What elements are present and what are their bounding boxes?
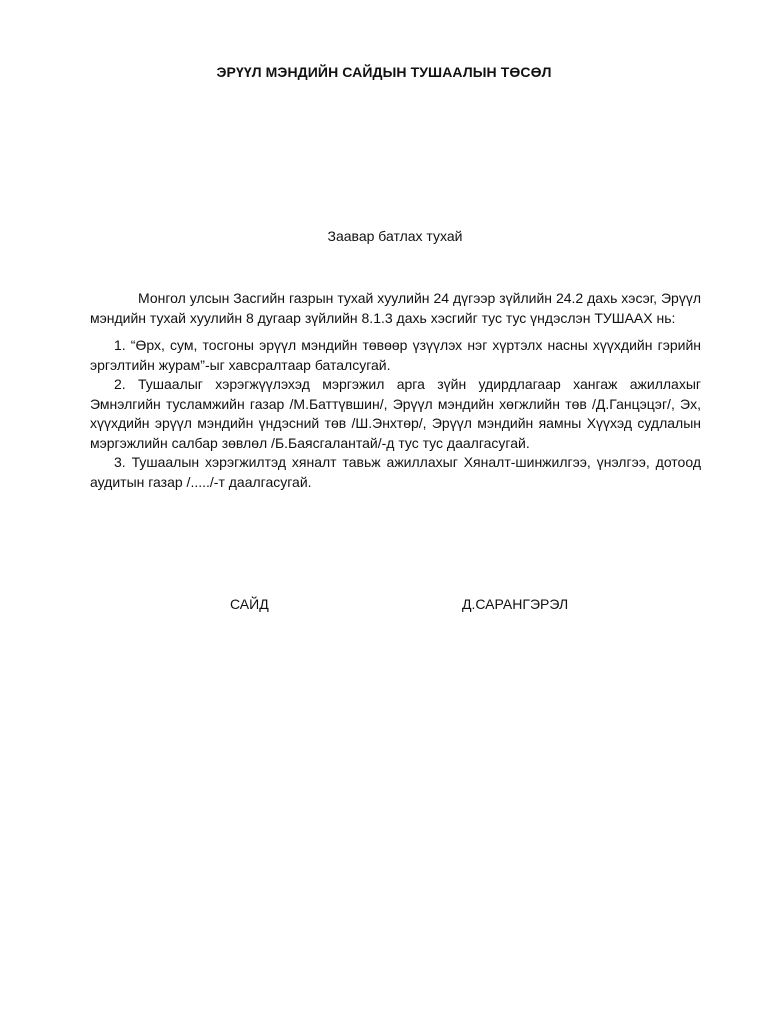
signature-block: [0, 596, 768, 616]
document-body: [90, 289, 701, 492]
order-item-3: 3. Тушаалын хэрэгжилтэд хяналт тавьж ажиллахыг Хяналт-шинжилгээ, үнэлгээ, дотоод аудитын газар /...../-т даалгасугай.: [90, 454, 701, 490]
document-title: ЭРҮҮЛ МЭНДИЙН САЙДЫН ТУШААЛЫН ТӨСӨЛ: [216, 64, 552, 80]
order-item-1: 1. “Өрх, сум, тосгоны эрүүл мэндийн төвөөр үзүүлэх нэг хүртэлх насны хүүхдийн гэрийн эргэлтийн журам”-ыг хавсралтаар баталсугай.: [90, 337, 701, 373]
signature-title: САЙД: [230, 596, 269, 612]
preamble-paragraph: Монгол улсын Засгийн газрын тухай хуулийн 24 дүгээр зүйлийн 24.2 дахь хэсэг, Эрүүл мэндийн тухай хуулийн 8 дугаар зүйлийн 8.1.3 дахь хэсгийг тус тус үндэслэн ТУШААХ нь:: [90, 290, 701, 326]
signature-name: Д.САРАНГЭРЭЛ: [462, 596, 569, 612]
document-subject: Заавар батлах тухай: [327, 228, 463, 244]
order-item-2: 2. Тушаалыг хэрэгжүүлэхэд мэргэжил арга зүйн удирдлагаар хангаж ажиллахыг Эмнэлгийн тусламжийн газар /М.Баттүвшин/, Эрүүл мэндийн хөгжлийн төв /Д.Ганцэцэг/, Эх, хүүхдийн эрүүл мэндийн үндэсний төв /Ш.Энхтөр/, Эрүүл мэндийн яамны Хүүхэд судлалын мэргэжлийн салбар зөвлөл /Б.Баясгалантай/-д тус тус даалгасугай.: [90, 376, 701, 451]
